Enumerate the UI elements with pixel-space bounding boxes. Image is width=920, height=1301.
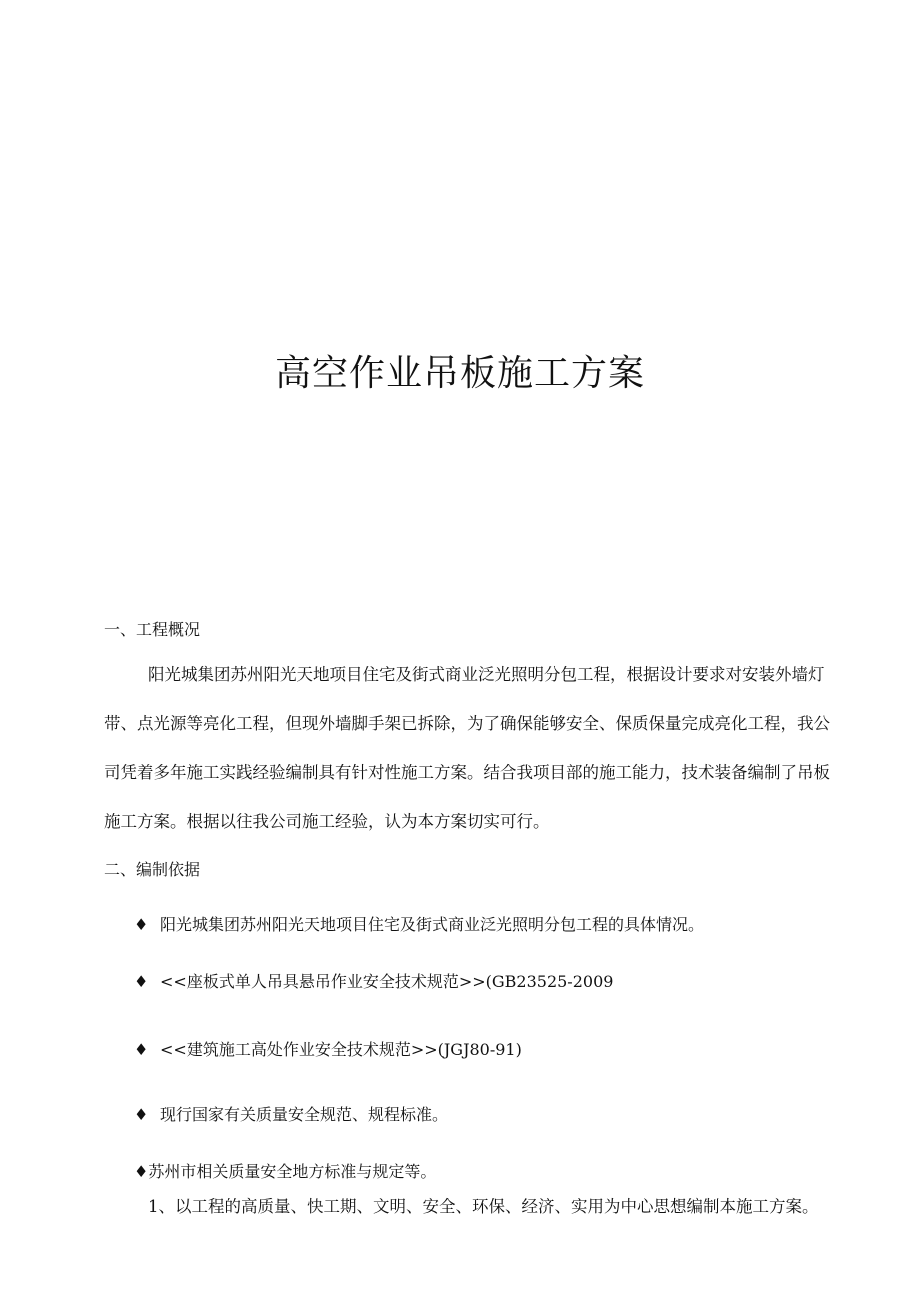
- bullet-item: [134, 1039, 522, 1061]
- paragraph-line: 施工方案。根据以往我公司施工经验，认为本方案切实可行。: [104, 812, 550, 831]
- diamond-bullet-icon: ♦: [134, 915, 149, 934]
- document-title: 高空作业吊板施工方案: [274, 353, 645, 394]
- paragraph-line: 带、点光源等亮化工程，但现外墙脚手架已拆除，为了确保能够安全、保质保量完成亮化工程，我公: [104, 714, 830, 733]
- bullet-text: 阳光城集团苏州阳光天地项目住宅及街式商业泛光照明分包工程的具体情况。: [160, 915, 705, 934]
- paragraph-line: 阳光城集团苏州阳光天地项目住宅及街式商业泛光照明分包工程，根据设计要求对安装外墙灯: [148, 665, 825, 684]
- bullet-text: 现行国家有关质量安全规范、规程标准。: [160, 1105, 449, 1124]
- section-heading-basis: 二、编制依据: [104, 860, 201, 879]
- bullet-item-regional-standards: ♦苏州市相关质量安全地方标准与规定等。: [134, 1162, 437, 1181]
- bullet-text: <<建筑施工高处作业安全技术规范>>(JGJ80-91): [160, 1040, 522, 1059]
- diamond-bullet-icon: ♦: [134, 1105, 149, 1124]
- paragraph-line: 司凭着多年施工实践经验编制具有针对性施工方案。结合我项目部的施工能力，技术装备编制了吊板: [104, 763, 830, 782]
- bullet-item: [134, 1104, 448, 1126]
- diamond-bullet-icon: ♦: [134, 972, 149, 991]
- bullet-text: <<座板式单人吊具悬吊作业安全技术规范>>(GB23525-2009: [160, 972, 614, 991]
- section-heading-overview: 一、工程概况: [104, 620, 201, 639]
- bullet-item: [134, 971, 613, 993]
- bullet-item: [134, 914, 704, 936]
- diamond-bullet-icon: ♦: [134, 1040, 149, 1059]
- numbered-item: 1、以工程的高质量、快工期、文明、安全、环保、经济、实用为中心思想编制本施工方案。: [148, 1197, 819, 1216]
